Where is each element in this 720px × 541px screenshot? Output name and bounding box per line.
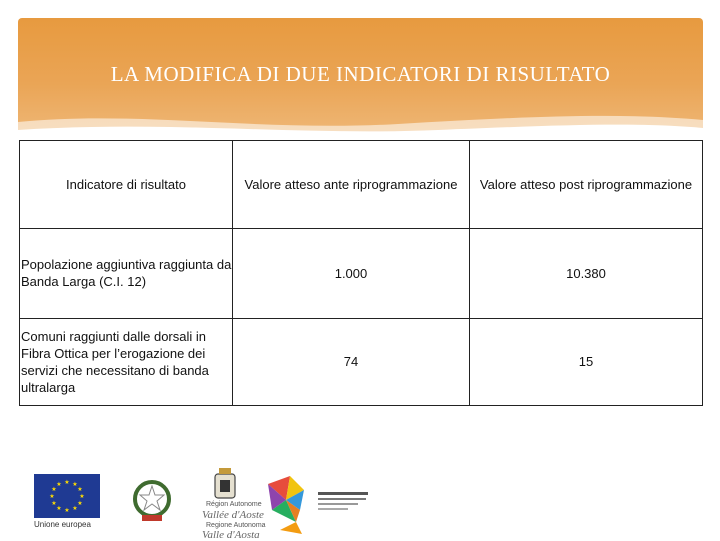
svg-text:★: ★ [64, 507, 70, 514]
aosta-label-2: Regione Autonoma [206, 522, 266, 529]
table-header-row [20, 141, 703, 229]
svg-text:★: ★ [51, 486, 57, 493]
row-indicator-label: Popolazione aggiuntiva raggiunta da Banda Larga (C.I. 12) [20, 229, 233, 319]
svg-text:★: ★ [72, 505, 78, 512]
aosta-label-1: Région Autonome [206, 501, 262, 508]
row-post-value: 10.380 [470, 229, 703, 319]
row-ante-value: 1.000 [233, 229, 470, 319]
aosta-brand-1: Vallée d'Aoste [202, 509, 264, 521]
banner-wave-decoration [18, 108, 703, 138]
svg-text:★: ★ [79, 493, 85, 500]
header-post: Valore atteso post riprogrammazione [470, 141, 703, 229]
svg-text:★: ★ [72, 481, 78, 488]
row-post-value: 15 [470, 318, 703, 406]
row-ante-value: 74 [233, 318, 470, 406]
eu-label: Unione europea [34, 520, 91, 529]
svg-text:★: ★ [77, 486, 83, 493]
row-indicator-label: Comuni raggiunti dalle dorsali in Fibra Ottica per l’erogazione dei servizi che necessitano di banda ultralarga [20, 318, 233, 406]
eu-stars-icon [34, 474, 100, 518]
svg-text:★: ★ [64, 479, 70, 486]
svg-text:★: ★ [49, 493, 55, 500]
slide-title: LA MODIFICA DI DUE INDICATORI DI RISULTATO [110, 62, 611, 86]
svg-text:★: ★ [51, 500, 57, 507]
italian-republic-emblem [130, 478, 174, 524]
svg-text:★: ★ [56, 505, 62, 512]
svg-text:★: ★ [56, 481, 62, 488]
table-row [20, 229, 703, 319]
table-row [20, 318, 703, 406]
logos-strip [30, 466, 390, 541]
eu-flag-logo [34, 474, 100, 518]
title-banner [18, 18, 703, 138]
aosta-region-logo [202, 468, 272, 541]
header-indicator: Indicatore di risultato [20, 141, 233, 229]
svg-text:★: ★ [77, 500, 83, 507]
aosta-brand-2: Valle d'Aosta [202, 529, 260, 541]
header-ante: Valore atteso ante riprogrammazione [233, 141, 470, 229]
aosta-crest-icon [212, 468, 238, 500]
fesr-logo [266, 474, 376, 536]
indicators-table [19, 140, 703, 406]
